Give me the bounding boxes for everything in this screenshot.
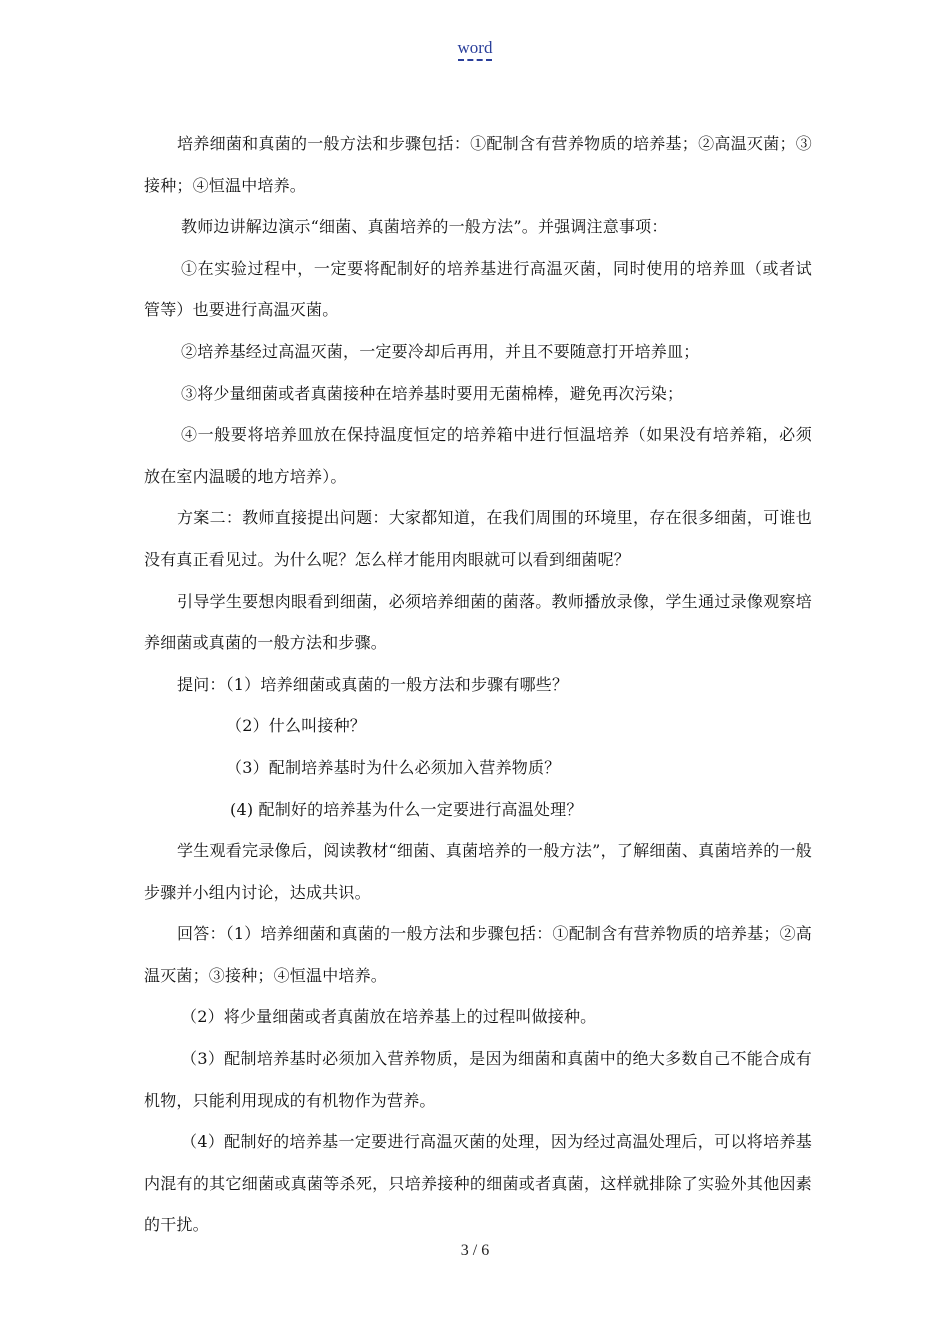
question-item: （2）什么叫接种？: [226, 716, 366, 736]
paragraph: ③将少量细菌或者真菌接种在培养基时要用无菌棉棒，避免再次污染；: [181, 383, 684, 403]
answer-item: （2）将少量细菌或者真菌放在培养基上的过程叫做接种。: [181, 1007, 597, 1027]
question-item: （3）配制培养基时为什么必须加入营养物质？: [226, 757, 561, 777]
paragraph: ④一般要将培养皿放在保持温度恒定的培养箱中进行恒温培养（如果没有培养箱，必须放在室内温暖的地方培养）。: [144, 425, 812, 486]
paragraph: 培养细菌和真菌的一般方法和步骤包括：①配制含有营养物质的培养基；②高温灭菌；③接种；④恒温中培养。: [144, 134, 812, 195]
question-item: (4) 配制好的培养基为什么一定要进行高温处理？: [230, 799, 583, 819]
header-word-link[interactable]: word: [458, 38, 493, 61]
answer-item: （4）配制好的培养基一定要进行高温灭菌的处理，因为经过高温处理后，可以将培养基内混有的其它细菌或真菌等杀死，只培养接种的细菌或者真菌，这样就排除了实验外其他因素的干扰。: [144, 1132, 812, 1235]
paragraph: 引导学生要想肉眼看到细菌，必须培养细菌的菌落。教师播放录像，学生通过录像观察培养细菌或真菌的一般方法和步骤。: [144, 591, 812, 653]
page-number: 3 / 6: [460, 1242, 490, 1259]
page-header: [0, 38, 950, 61]
paragraph: 学生观看完录像后，阅读教材“细菌、真菌培养的一般方法”，了解细菌、真菌培养的一般步骤并小组内讨论，达成共识。: [144, 841, 812, 902]
paragraph: ①在实验过程中，一定要将配制好的培养基进行高温灭菌，同时使用的培养皿（或者试管等）也要进行高温灭菌。: [144, 258, 812, 320]
paragraph: 教师边讲解边演示“细菌、真菌培养的一般方法”。并强调注意事项：: [181, 217, 668, 237]
question-intro: 提问：（1）培养细菌或真菌的一般方法和步骤有哪些？: [177, 674, 569, 694]
paragraph: 方案二：教师直接提出问题：大家都知道，在我们周围的环境里，存在很多细菌，可谁也没有真正看见过。为什么呢？怎么样才能用肉眼就可以看到细菌呢？: [144, 508, 812, 569]
answer-intro: 回答：（1）培养细菌和真菌的一般方法和步骤包括：①配制含有营养物质的培养基；②高温灭菌；③接种；④恒温中培养。: [144, 924, 812, 985]
paragraph: ②培养基经过高温灭菌，一定要冷却后再用，并且不要随意打开培养皿；: [181, 341, 700, 361]
answer-item: （3）配制培养基时必须加入营养物质，是因为细菌和真菌中的绝大多数自己不能合成有机物，只能利用现成的有机物作为营养。: [144, 1049, 812, 1110]
document-body: [144, 123, 812, 1246]
